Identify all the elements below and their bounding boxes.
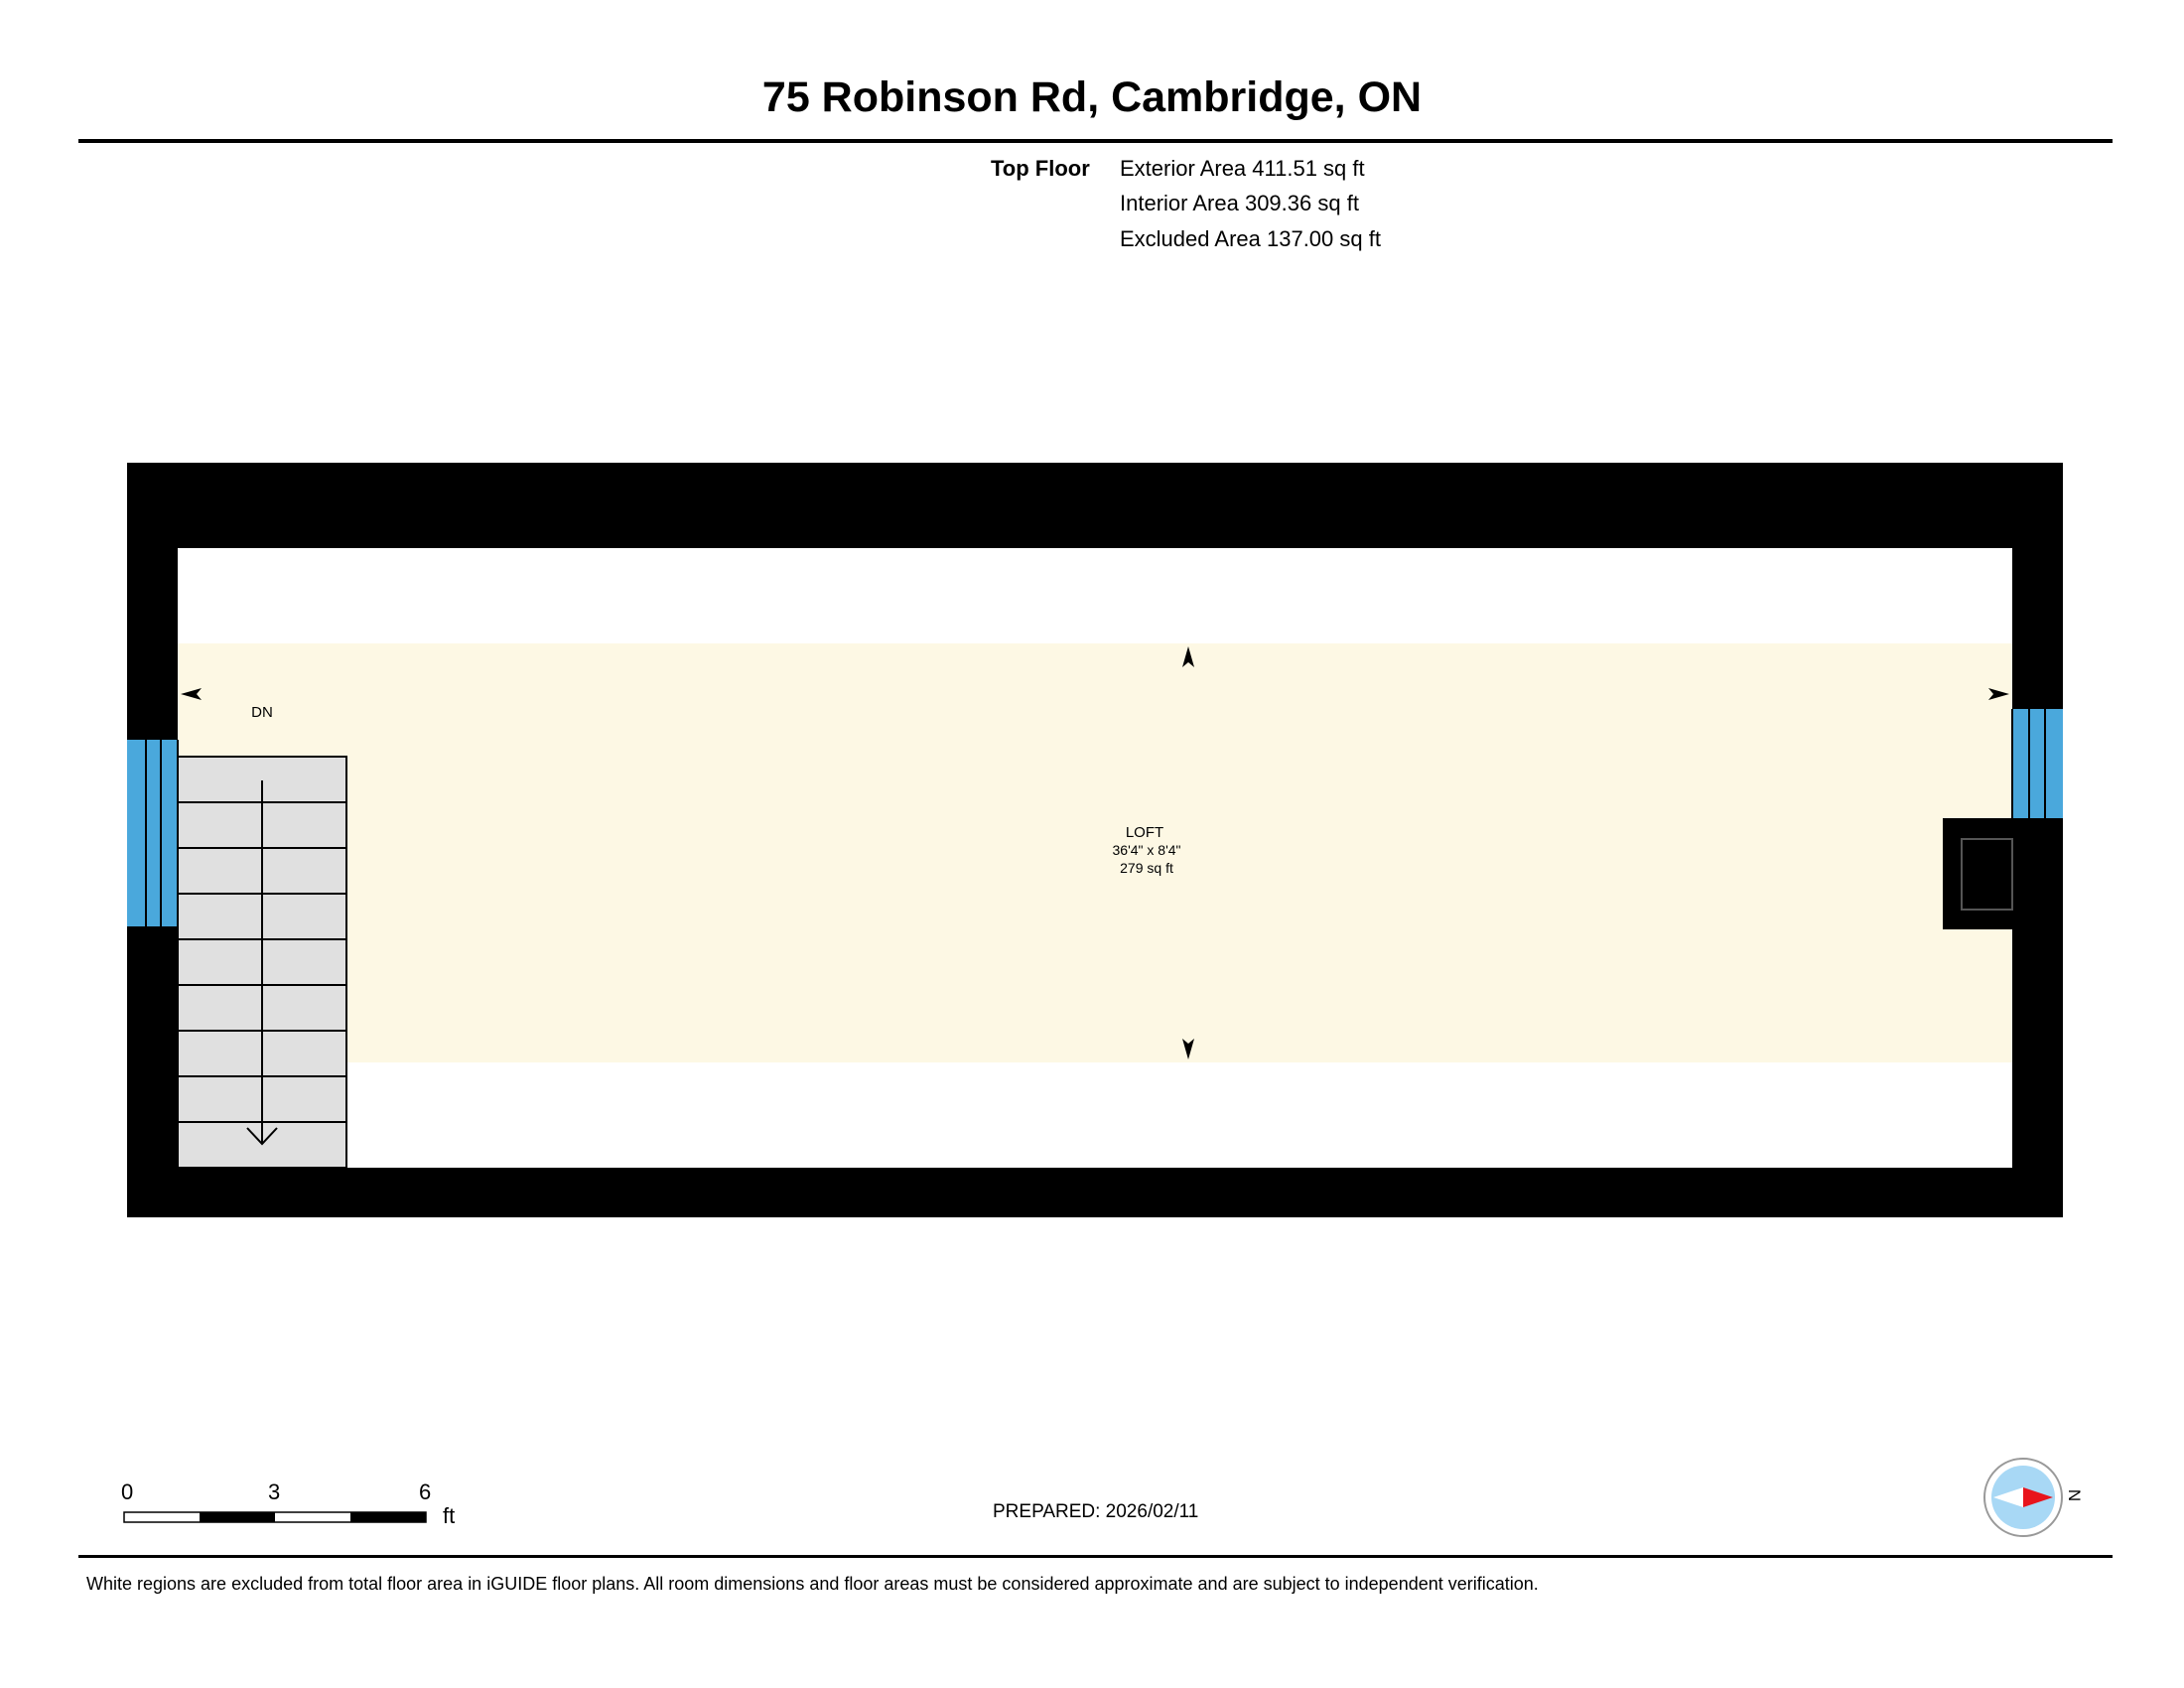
loft-floor-area [178, 643, 2012, 1062]
page-title: 75 Robinson Rd, Cambridge, ON [761, 73, 1423, 121]
exterior-area: Exterior Area 411.51 sq ft [1120, 156, 1365, 181]
floor-name: Top Floor [991, 156, 1090, 181]
scale-unit: ft [443, 1503, 456, 1528]
scale-bar [124, 1512, 426, 1522]
chimney [1943, 818, 2012, 929]
window-left [127, 740, 178, 926]
disclaimer-text: White regions are excluded from total floor area in iGUIDE floor plans. All room dimensions and floor areas must be considered approximate and are subject to independent verification. [86, 1574, 1539, 1594]
stair-label: DN [251, 704, 273, 721]
compass-icon [1981, 1456, 2065, 1539]
interior-area: Interior Area 309.36 sq ft [1120, 191, 1359, 215]
compass-north-label: N [2065, 1488, 2085, 1502]
scale-label-6: 6 [419, 1479, 432, 1504]
room-area: 279 sq ft [1120, 860, 1173, 876]
room-dimensions: 36'4" x 8'4" [1112, 842, 1181, 858]
footer-divider [78, 1555, 2113, 1558]
prepared-date: PREPARED: 2026/02/11 [993, 1501, 1199, 1522]
room-name: LOFT [1125, 824, 1164, 841]
window-right [2012, 709, 2063, 818]
excluded-area: Excluded Area 137.00 sq ft [1120, 226, 1381, 251]
scale-label-0: 0 [121, 1479, 134, 1504]
scale-label-3: 3 [268, 1479, 281, 1504]
staircase [178, 757, 346, 1168]
